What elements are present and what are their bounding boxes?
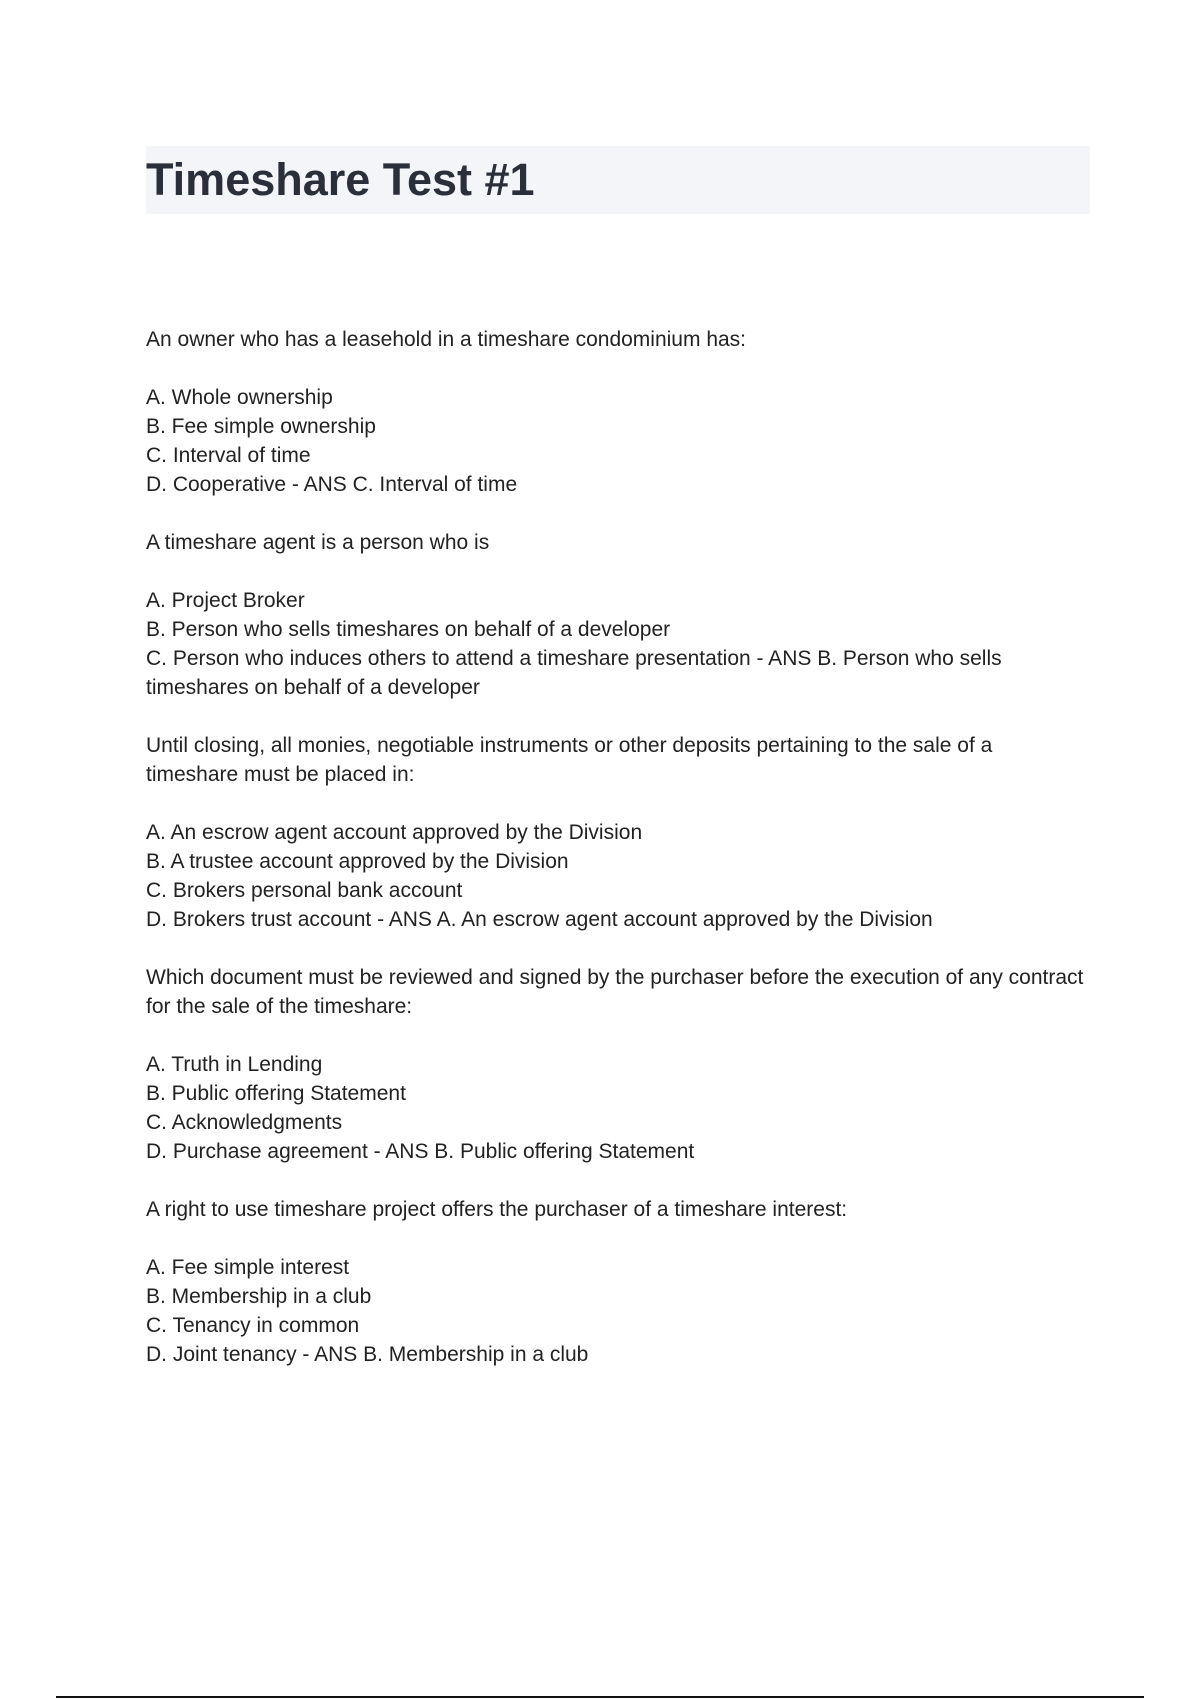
- page-title: Timeshare Test #1: [146, 154, 535, 205]
- answer-option: B. Public offering Statement: [146, 1082, 406, 1105]
- answer-option: C. Tenancy in common: [146, 1314, 360, 1337]
- answer-option-with-answer: D. Joint tenancy - ANS B. Membership in a club: [146, 1343, 589, 1366]
- answer-option: A. Truth in Lending: [146, 1053, 323, 1076]
- answer-option: A. Project Broker: [146, 589, 305, 612]
- answer-option: C. Acknowledgments: [146, 1111, 343, 1134]
- question-prompt: Which document must be reviewed and signed by the purchaser before the execution of any contract for the sale of the timeshare:: [146, 966, 1084, 1018]
- answer-options: [146, 1050, 1090, 1166]
- answer-option: B. A trustee account approved by the Division: [146, 850, 569, 873]
- question-block: [146, 1195, 1090, 1369]
- answer-option-with-answer: D. Cooperative - ANS C. Interval of time: [146, 473, 518, 496]
- question-prompt: A timeshare agent is a person who is: [146, 531, 490, 554]
- question-block: [146, 963, 1090, 1166]
- answer-option: B. Person who sells timeshares on behalf of a developer: [146, 618, 671, 641]
- question-block: [146, 528, 1090, 702]
- answer-option-with-answer: D. Purchase agreement - ANS B. Public offering Statement: [146, 1140, 695, 1163]
- question-block: [146, 325, 1090, 499]
- answer-option: B. Membership in a club: [146, 1285, 372, 1308]
- answer-option: A. Fee simple interest: [146, 1256, 350, 1279]
- question-block: [146, 731, 1090, 934]
- answer-option: B. Fee simple ownership: [146, 415, 376, 438]
- answer-options: [146, 818, 1090, 934]
- answer-options: [146, 586, 1090, 702]
- answer-options: [146, 1253, 1090, 1369]
- answer-option: C. Interval of time: [146, 444, 311, 467]
- footer-divider: [56, 1696, 1144, 1698]
- question-prompt: Until closing, all monies, negotiable instruments or other deposits pertaining to the sale of a timeshare must be placed in:: [146, 734, 993, 786]
- question-prompt: An owner who has a leasehold in a timeshare condominium has:: [146, 328, 747, 351]
- answer-option: C. Brokers personal bank account: [146, 879, 463, 902]
- answer-option: A. An escrow agent account approved by the Division: [146, 821, 643, 844]
- question-prompt: A right to use timeshare project offers the purchaser of a timeshare interest:: [146, 1198, 848, 1221]
- answer-options: [146, 383, 1090, 499]
- answer-option-with-answer: D. Brokers trust account - ANS A. An escrow agent account approved by the Division: [146, 908, 933, 931]
- title-banner: [146, 146, 1090, 214]
- question-list: [146, 325, 1090, 1398]
- answer-option-with-answer: C. Person who induces others to attend a timeshare presentation - ANS B. Person who sells timeshares on behalf of a developer: [146, 647, 1002, 699]
- answer-option: A. Whole ownership: [146, 386, 333, 409]
